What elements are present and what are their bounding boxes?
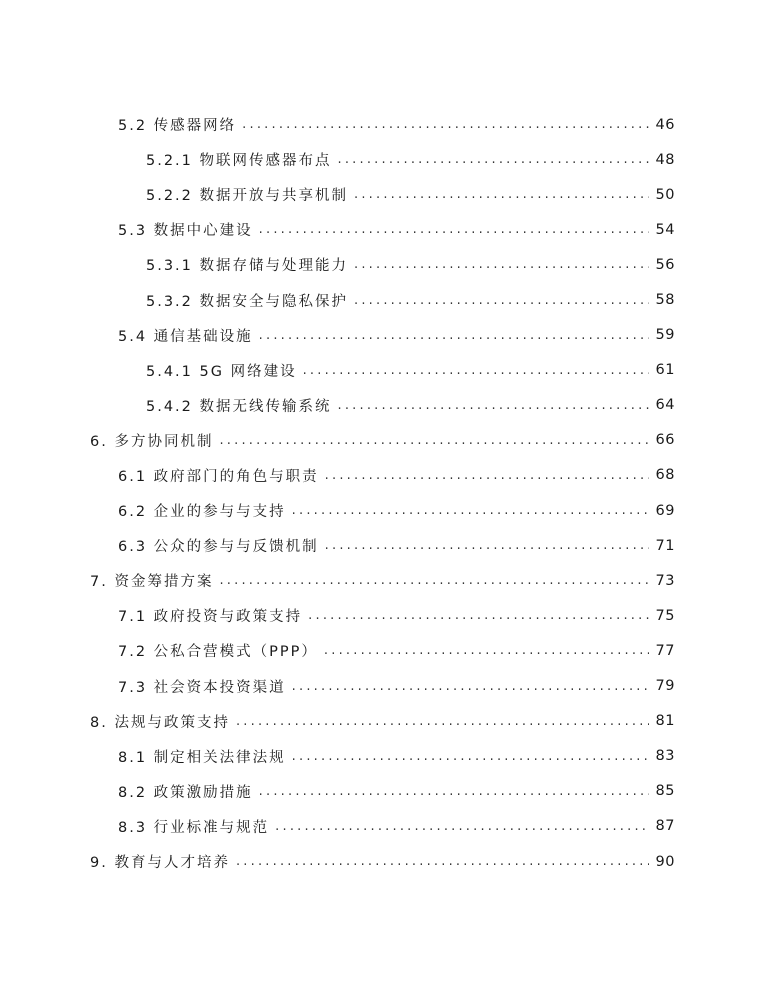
toc-leader-dots xyxy=(292,679,649,694)
toc-leader-dots xyxy=(259,222,649,237)
toc-page-number: 58 xyxy=(655,292,675,309)
toc-entry-title: 7.3 社会资本投资渠道 xyxy=(118,679,286,696)
toc-page-number: 75 xyxy=(655,607,675,624)
toc-entry-7-3[interactable] xyxy=(0,669,765,704)
toc-leader-dots xyxy=(292,749,649,764)
toc-entry-title: 5.2 传感器网络 xyxy=(118,118,237,135)
toc-leader-dots xyxy=(236,854,649,869)
toc-leader-dots xyxy=(325,538,649,553)
toc-page-number: 71 xyxy=(655,537,675,554)
toc-entry-5-3-2[interactable] xyxy=(0,282,765,317)
toc-page-number: 46 xyxy=(655,116,675,133)
toc-page-number: 77 xyxy=(655,642,675,659)
table-of-contents xyxy=(0,107,765,879)
toc-entry-title: 5.3.1 数据存储与处理能力 xyxy=(146,258,349,275)
toc-entry-8[interactable] xyxy=(0,704,765,739)
toc-entry-title: 7.2 公私合营模式（PPP） xyxy=(118,644,318,661)
toc-entry-title: 6.2 企业的参与与支持 xyxy=(118,504,286,521)
toc-leader-dots xyxy=(236,714,649,729)
toc-page-number: 87 xyxy=(655,818,675,835)
toc-entry-5-3[interactable] xyxy=(0,212,765,247)
toc-entry-title: 5.2.1 物联网传感器布点 xyxy=(146,153,332,170)
toc-leader-dots xyxy=(324,643,649,658)
toc-leader-dots xyxy=(219,433,649,448)
toc-entry-5-4-1[interactable] xyxy=(0,353,765,388)
toc-entry-title: 5.4.1 5G 网络建设 xyxy=(146,363,297,380)
toc-page-number: 85 xyxy=(655,783,675,800)
toc-entry-8-1[interactable] xyxy=(0,739,765,774)
toc-entry-5-2-2[interactable] xyxy=(0,177,765,212)
toc-entry-8-3[interactable] xyxy=(0,809,765,844)
toc-page-number: 73 xyxy=(655,572,675,589)
toc-page-number: 83 xyxy=(655,748,675,765)
toc-leader-dots xyxy=(354,187,649,202)
toc-leader-dots xyxy=(275,819,649,834)
toc-entry-5-2[interactable] xyxy=(0,107,765,142)
toc-entry-title: 5.3.2 数据安全与隐私保护 xyxy=(146,293,349,310)
toc-entry-title: 5.2.2 数据开放与共享机制 xyxy=(146,188,349,205)
toc-entry-5-2-1[interactable] xyxy=(0,142,765,177)
toc-entry-title: 5.4 通信基础设施 xyxy=(118,328,253,345)
toc-page-number: 69 xyxy=(655,502,675,519)
toc-leader-dots xyxy=(325,468,649,483)
toc-page-number: 66 xyxy=(655,432,675,449)
toc-leader-dots xyxy=(308,608,649,623)
toc-entry-title: 8.2 政策激励措施 xyxy=(118,784,253,801)
toc-page-number: 64 xyxy=(655,397,675,414)
toc-entry-8-2[interactable] xyxy=(0,774,765,809)
toc-entry-5-4-2[interactable] xyxy=(0,388,765,423)
toc-entry-7[interactable] xyxy=(0,563,765,598)
toc-entry-title: 6.1 政府部门的角色与职责 xyxy=(118,468,319,485)
toc-entry-title: 7.1 政府投资与政策支持 xyxy=(118,609,303,626)
toc-page-number: 56 xyxy=(655,256,675,273)
toc-page-number: 50 xyxy=(655,186,675,203)
toc-entry-7-1[interactable] xyxy=(0,598,765,633)
toc-leader-dots xyxy=(292,503,649,518)
toc-page-number: 48 xyxy=(655,151,675,168)
toc-leader-dots xyxy=(354,257,649,272)
toc-entry-5-4[interactable] xyxy=(0,318,765,353)
toc-leader-dots xyxy=(259,784,649,799)
toc-page-number: 61 xyxy=(655,362,675,379)
toc-entry-title: 7. 资金筹措方案 xyxy=(90,574,214,591)
toc-page-number: 54 xyxy=(655,221,675,238)
toc-leader-dots xyxy=(259,328,649,343)
toc-entry-6-3[interactable] xyxy=(0,528,765,563)
toc-entry-title: 5.3 数据中心建设 xyxy=(118,223,253,240)
toc-leader-dots xyxy=(242,117,649,132)
toc-entry-title: 9. 教育与人才培养 xyxy=(90,855,230,872)
toc-page-number: 68 xyxy=(655,467,675,484)
toc-entry-title: 8.1 制定相关法律法规 xyxy=(118,749,286,766)
toc-entry-7-2[interactable] xyxy=(0,633,765,668)
toc-entry-title: 6.3 公众的参与与反馈机制 xyxy=(118,539,319,556)
toc-entry-6[interactable] xyxy=(0,423,765,458)
toc-page-number: 90 xyxy=(655,853,675,870)
toc-entry-6-1[interactable] xyxy=(0,458,765,493)
toc-leader-dots xyxy=(354,293,649,308)
toc-page-number: 59 xyxy=(655,327,675,344)
toc-page-number: 81 xyxy=(655,713,675,730)
toc-entry-9[interactable] xyxy=(0,844,765,879)
toc-leader-dots xyxy=(338,152,649,167)
toc-leader-dots xyxy=(303,363,649,378)
toc-entry-6-2[interactable] xyxy=(0,493,765,528)
toc-entry-title: 6. 多方协同机制 xyxy=(90,433,214,450)
toc-entry-5-3-1[interactable] xyxy=(0,247,765,282)
toc-leader-dots xyxy=(219,573,649,588)
toc-leader-dots xyxy=(338,398,649,413)
toc-page-number: 79 xyxy=(655,678,675,695)
toc-entry-title: 5.4.2 数据无线传输系统 xyxy=(146,398,332,415)
toc-entry-title: 8. 法规与政策支持 xyxy=(90,714,230,731)
toc-entry-title: 8.3 行业标准与规范 xyxy=(118,819,270,836)
